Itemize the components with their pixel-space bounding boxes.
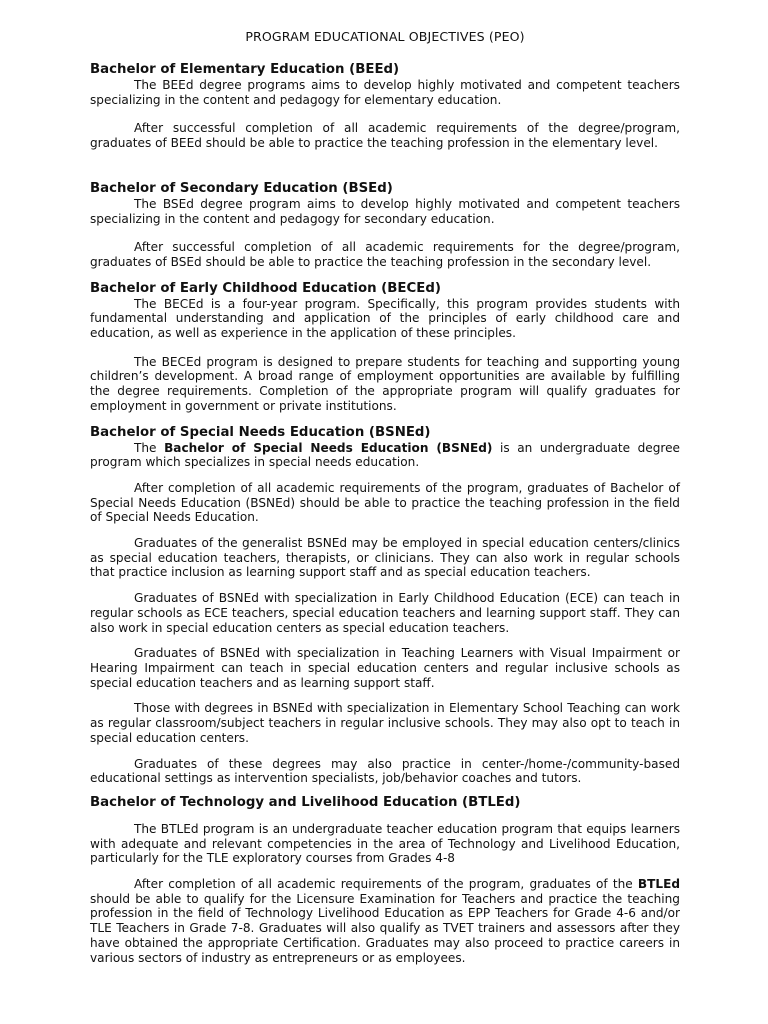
closing-text-bold: BTLEd xyxy=(637,877,680,892)
paragraph: After successful completion of all academic requirements for the degree/program, graduates of BSEd should be able to practice the teaching profession in the secondary level. xyxy=(90,240,680,269)
paragraph: The BTLEd program is an undergraduate teacher education program that equips learners with adequate and relevant competencies in the area of Technology and Livelihood Education, particularly for the TLE exploratory courses from Grades 4-8 xyxy=(90,821,680,866)
section-bsed xyxy=(90,181,680,270)
paragraph: After completion of all academic requirements of the program, graduates of Bachelor of Special Needs Education (BSNEd) should be able to practice the teaching profession in the field of Special Needs Education. xyxy=(90,480,680,525)
section-beed xyxy=(90,62,680,151)
paragraph: Graduates of the generalist BSNEd may be employed in special education centers/clinics as special education teachers, therapists, or clinicians. They can also work in regular schools that practice inclusion as learning support staff and as special education teachers. xyxy=(90,536,680,580)
section-heading: Bachelor of Special Needs Education (BSNEd) xyxy=(90,424,431,440)
closing-text-end: should be able to qualify for the Licensure Examination for Teachers and practice the teaching profession in the field of Technology Livelihood Education as EPP Teachers for Grade 4-6 and/or TLE Teachers in Grade 7-8. Graduates will also qualify as TVET trainers and assessors after they have obtained the appropriate Certification. Graduates may also proceed to practice careers in various sectors of industry as entrepreneurs or as employees. xyxy=(90,891,680,965)
section-heading: Bachelor of Technology and Livelihood Education (BTLEd) xyxy=(90,794,521,810)
intro-text-start: The xyxy=(134,440,165,455)
closing-text-start: After completion of all academic requirements of the program, graduates of the xyxy=(134,877,638,892)
section-heading: Bachelor of Early Childhood Education (BECEd) xyxy=(90,280,441,296)
paragraph-intro xyxy=(90,441,680,470)
intro-text-end: is an undergraduate degree program which specializes in special needs education. xyxy=(90,440,680,470)
section-btled xyxy=(90,795,680,965)
paragraph: Those with degrees in BSNEd with specialization in Elementary School Teaching can work as regular classroom/subject teachers in regular inclusive schools. They may also opt to teach in special education centers. xyxy=(90,701,680,745)
paragraph: The BSEd degree program aims to develop highly motivated and competent teachers specializing in the content and pedagogy for secondary education. xyxy=(90,196,680,226)
intro-text-bold: Bachelor of Special Needs Education (BSNEd) xyxy=(164,440,493,455)
section-beced xyxy=(90,281,680,414)
paragraph: Graduates of BSNEd with specialization in Teaching Learners with Visual Impairment or Hearing Impairment can teach in special education centers and regular inclusive schools as special education teachers and as learning support staff. xyxy=(90,646,680,690)
paragraph: The BECEd program is designed to prepare students for teaching and supporting young children’s development. A broad range of employment opportunities are available by fulfilling the degree requirements. Completion of the appropriate program will qualify graduates for employment in government or private institutions. xyxy=(90,354,680,413)
paragraph: The BEEd degree programs aims to develop highly motivated and competent teachers specializing in the content and pedagogy for elementary education. xyxy=(90,78,680,107)
section-bsned xyxy=(90,425,680,786)
paragraph: After successful completion of all academic requirements of the degree/program, graduates of BEEd should be able to practice the teaching profession in the elementary level. xyxy=(90,121,680,151)
section-heading: Bachelor of Secondary Education (BSEd) xyxy=(90,180,393,196)
paragraph: Graduates of these degrees may also practice in center-/home-/community-based educational settings as intervention specialists, job/behavior coaches and tutors. xyxy=(90,756,680,786)
page-title: PROGRAM EDUCATIONAL OBJECTIVES (PEO) xyxy=(245,29,525,44)
paragraph-closing xyxy=(90,877,680,965)
paragraph: The BECEd is a four-year program. Specifically, this program provides students with fundamental understanding and application of the principles of early childhood care and education, as well as experience in the application of these principles. xyxy=(90,296,680,341)
paragraph: Graduates of BSNEd with specialization in Early Childhood Education (ECE) can teach in regular schools as ECE teachers, special education teachers and learning support staff. They can also work in special education centers as special education teachers. xyxy=(90,591,680,635)
section-heading: Bachelor of Elementary Education (BEEd) xyxy=(90,62,400,77)
